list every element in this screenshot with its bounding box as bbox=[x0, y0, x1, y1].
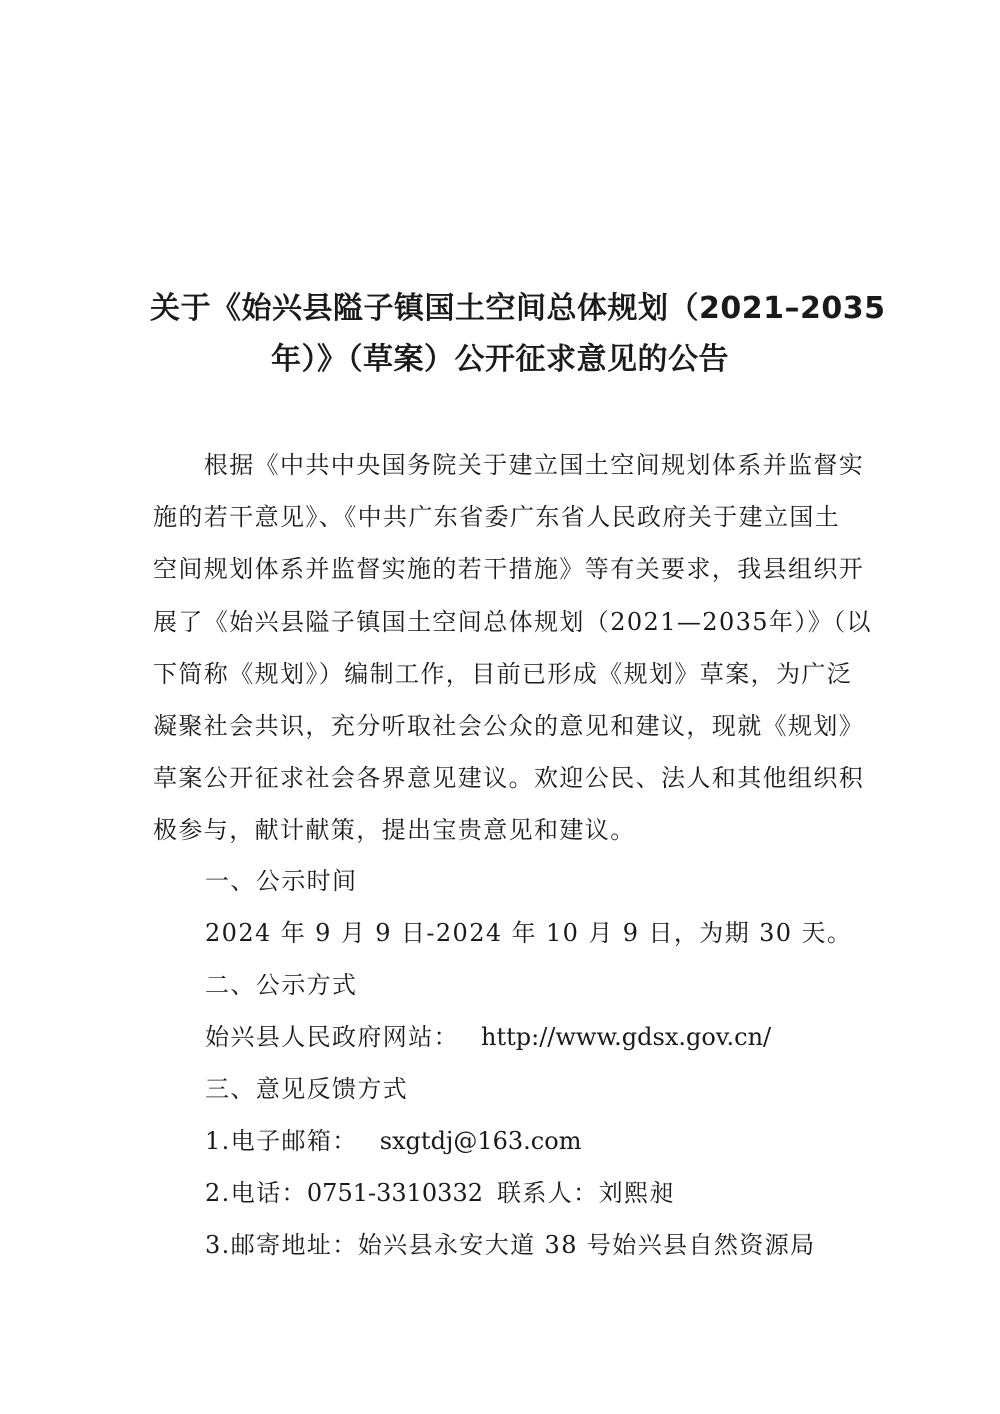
email-label: 1.电子邮箱： bbox=[205, 1127, 358, 1155]
mailing-address: 始兴县永安大道 38 号始兴县自然资源局 bbox=[357, 1231, 816, 1259]
contact-label: 联系人： bbox=[496, 1179, 599, 1207]
paragraph-line: 凝聚社会共识，充分听取社会公众的意见和建议，现就《规划》 bbox=[153, 712, 865, 741]
address-label: 3.邮寄地址： bbox=[205, 1231, 358, 1259]
paragraph-line: 施的若干意见》、《中共广东省委广东省人民政府关于建立国土 bbox=[153, 503, 841, 532]
phone-number: 0751-3310332 bbox=[306, 1179, 483, 1207]
paragraph-line: 根据《中共中央国务院关于建立国土空间规划体系并监督实 bbox=[153, 451, 865, 479]
title-line-1: 关于《始兴县隘子镇国土空间总体规划（2021–2035 bbox=[150, 291, 886, 326]
website-label: 始兴县人民政府网站： bbox=[205, 1023, 459, 1051]
email-line bbox=[205, 1126, 581, 1156]
notice-title bbox=[150, 283, 886, 385]
website-link[interactable]: http://www.gdsx.gov.cn/ bbox=[481, 1023, 772, 1051]
email-address[interactable]: sxgtdj@163.com bbox=[379, 1127, 582, 1155]
paragraph-line: 空间规划体系并监督实施的若干措施》等有关要求，我县组织开 bbox=[153, 555, 865, 584]
publicity-period: 2024 年 9 月 9 日-2024 年 10 月 9 日，为期 30 天。 bbox=[205, 919, 853, 947]
section-heading-feedback: 三、意见反馈方式 bbox=[205, 1075, 409, 1103]
paragraph-line: 下简称《规划》）编制工作，目前已形成《规划》草案，为广泛 bbox=[153, 659, 853, 688]
phone-line bbox=[205, 1178, 675, 1208]
intro-paragraph bbox=[153, 439, 872, 857]
paragraph-line: 展了《始兴县隘子镇国土空间总体规划（2021—2035年）》（以 bbox=[153, 607, 872, 636]
section-heading-method: 二、公示方式 bbox=[205, 971, 358, 999]
phone-label: 2.电话： bbox=[205, 1179, 307, 1207]
paragraph-line: 极参与，献计献策，提出宝贵意见和建议。 bbox=[153, 816, 636, 845]
section-heading-time: 一、公示时间 bbox=[205, 867, 358, 895]
contact-person: 刘熙昶 bbox=[598, 1179, 675, 1207]
address-line bbox=[205, 1230, 816, 1260]
website-line bbox=[205, 1022, 771, 1052]
title-line-2: 年）》（草案）公开征求意见的公告 bbox=[271, 342, 729, 377]
paragraph-line: 草案公开征求社会各界意见建议。欢迎公民、法人和其他组织积 bbox=[153, 764, 865, 793]
